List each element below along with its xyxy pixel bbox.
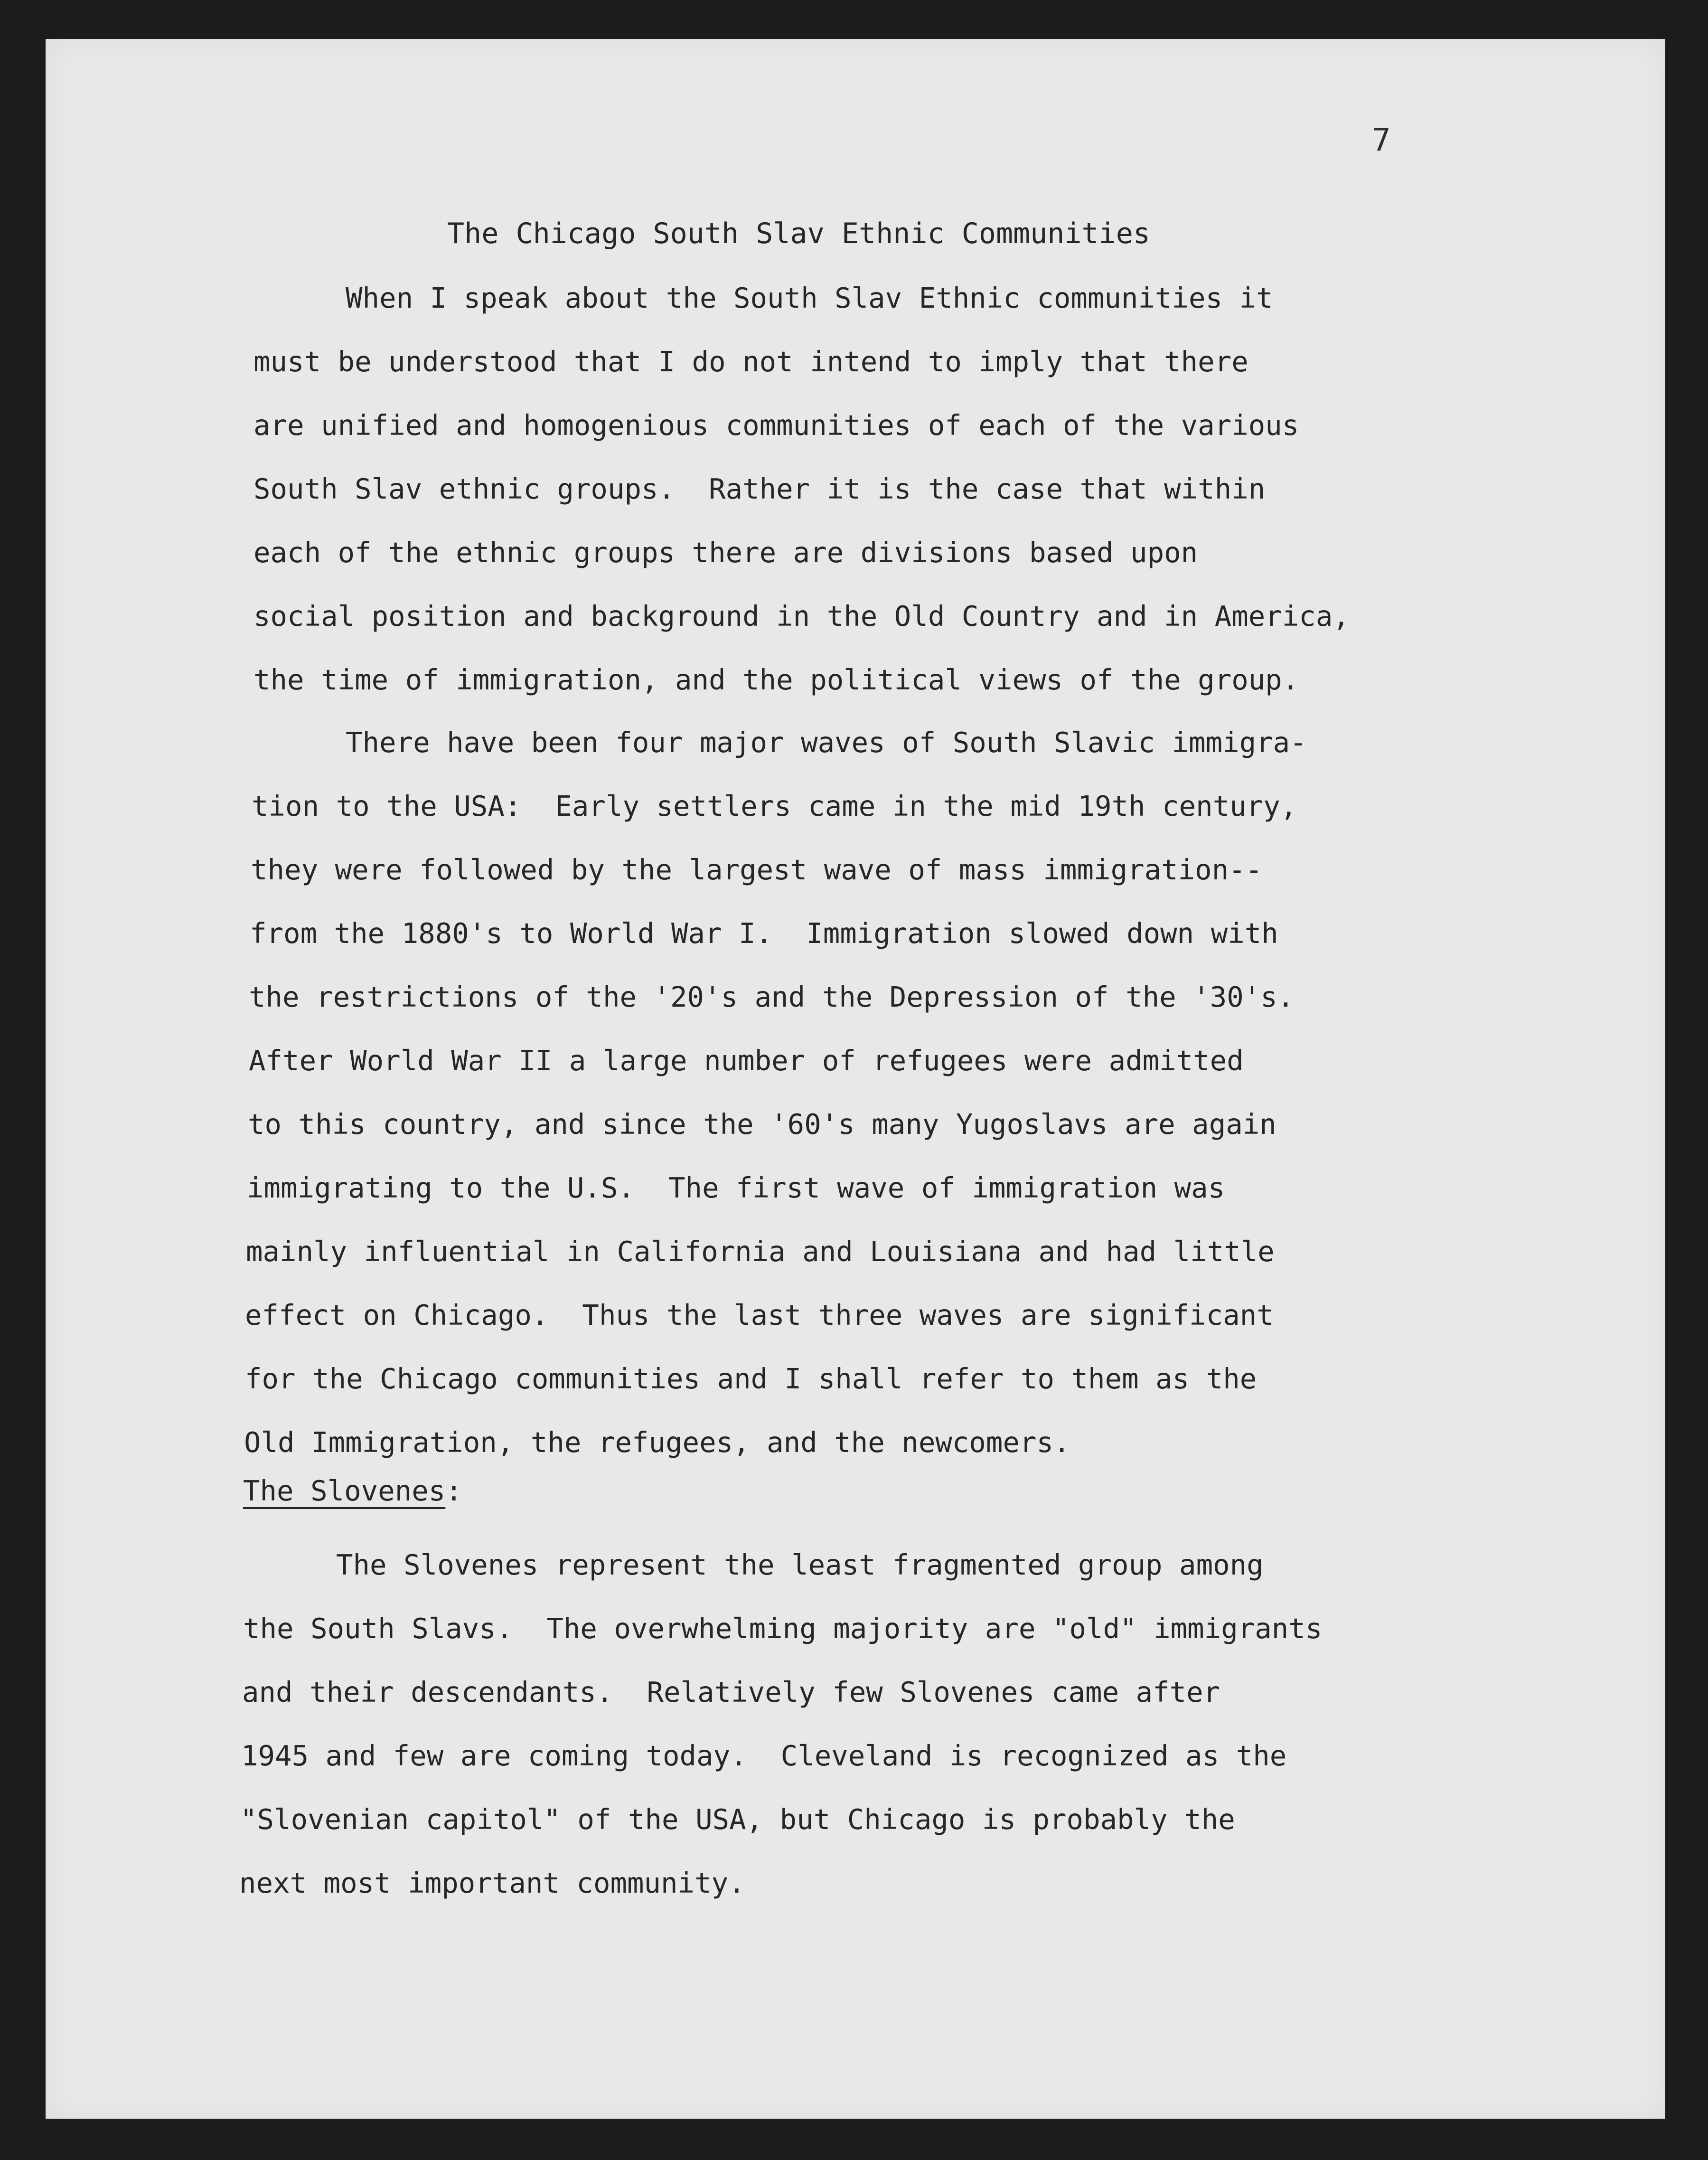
- paragraph-2-line: from the 1880's to World War I. Immigration slowed down with: [250, 917, 1278, 950]
- section-heading-colon: :: [445, 1474, 462, 1507]
- section-heading-text: The Slovenes: [243, 1474, 446, 1507]
- page-title: The Chicago South Slav Ethnic Communities: [447, 217, 1151, 250]
- paragraph-2-line: to this country, and since the '60's many Yugoslavs are again: [248, 1108, 1276, 1141]
- paragraph-2-line: immigrating to the U.S. The first wave of immigration was: [247, 1171, 1225, 1204]
- page-number: 7: [1372, 122, 1391, 158]
- paragraph-3-line: the South Slavs. The overwhelming majority are "old" immigrants: [243, 1612, 1323, 1645]
- section-heading: [243, 1474, 462, 1507]
- paragraph-2-line: for the Chicago communities and I shall refer to them as the: [245, 1362, 1257, 1395]
- paragraph-3-line: and their descendants. Relatively few Slovenes came after: [242, 1676, 1220, 1708]
- paragraph-1-line: must be understood that I do not intend to imply that there: [253, 345, 1248, 378]
- paragraph-3-line: 1945 and few are coming today. Cleveland is recognized as the: [241, 1739, 1287, 1772]
- paragraph-2-line: mainly influential in California and Louisiana and had little: [246, 1235, 1275, 1268]
- paragraph-1-line: South Slav ethnic groups. Rather it is the case that within: [253, 472, 1266, 505]
- paragraph-1-line: are unified and homogenious communities of each of the various: [253, 409, 1299, 442]
- paragraph-1-line: each of the ethnic groups there are divisions based upon: [253, 536, 1198, 569]
- paragraph-2-line: tion to the USA: Early settlers came in the mid 19th century,: [252, 790, 1297, 822]
- paragraph-1-line: social position and background in the Old Country and in America,: [253, 600, 1350, 632]
- paragraph-3-line: The Slovenes represent the least fragmented group among: [336, 1548, 1264, 1581]
- paragraph-3-line: next most important community.: [239, 1867, 745, 1899]
- paragraph-1-line: the time of immigration, and the political views of the group.: [253, 663, 1299, 696]
- paragraph-2-line: There have been four major waves of South Slavic immigra-: [346, 726, 1307, 759]
- paragraph-1-line: When I speak about the South Slav Ethnic communities it: [346, 282, 1273, 314]
- paragraph-2-line: they were followed by the largest wave of mass immigration--: [251, 853, 1263, 886]
- paragraph-3-line: "Slovenian capitol" of the USA, but Chicago is probably the: [240, 1803, 1235, 1836]
- paragraph-2-line: the restrictions of the '20's and the Depression of the '30's.: [249, 981, 1295, 1013]
- paragraph-2-line: effect on Chicago. Thus the last three waves are significant: [245, 1299, 1274, 1331]
- paragraph-2-line: After World War II a large number of refugees were admitted: [249, 1044, 1244, 1077]
- paragraph-2-line: Old Immigration, the refugees, and the newcomers.: [244, 1426, 1070, 1459]
